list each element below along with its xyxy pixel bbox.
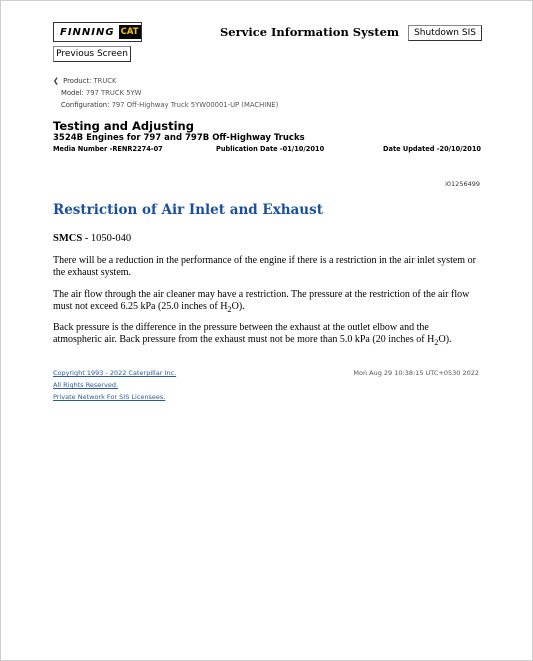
- product-label: Product:: [63, 77, 92, 85]
- paragraph-2-end: O).: [231, 300, 245, 312]
- model-value: 797 TRUCK 5YW: [85, 89, 142, 97]
- copyright-link[interactable]: Copyright 1993 - 2022 Caterpillar Inc.: [53, 369, 177, 377]
- subscript-2: 2: [434, 337, 439, 347]
- media-number: Media Number -RENR2274-07: [53, 145, 163, 153]
- shutdown-sis-button[interactable]: Shutdown SIS: [408, 25, 482, 41]
- subscript-2: 2: [227, 304, 232, 314]
- breadcrumb-model: [53, 87, 278, 99]
- document-type: Testing and Adjusting: [53, 119, 194, 133]
- document-id: i01256499: [445, 180, 480, 188]
- network-link[interactable]: Private Network For SIS Licensees.: [53, 393, 166, 401]
- document-meta: [53, 145, 481, 155]
- finning-cat-logo: [53, 22, 142, 42]
- back-arrow-icon[interactable]: ❮: [53, 77, 59, 85]
- product-value: TRUCK: [93, 77, 117, 85]
- article-title: Restriction of Air Inlet and Exhaust: [53, 202, 323, 218]
- breadcrumb-product[interactable]: [53, 75, 278, 87]
- breadcrumb: [53, 75, 278, 111]
- document-heading: [53, 119, 305, 144]
- breadcrumb-configuration: [53, 99, 278, 111]
- rights-link[interactable]: All Rights Reserved.: [53, 381, 119, 389]
- date-updated: Date Updated -20/10/2010: [383, 145, 481, 153]
- cat-logo-badge: CAT: [120, 27, 139, 37]
- paragraph-3: [53, 322, 478, 348]
- header: [53, 22, 483, 44]
- smcs-label: SMCS: [53, 233, 83, 244]
- previous-screen-button[interactable]: Previous Screen: [53, 46, 131, 62]
- paragraph-2-text: The air flow through the air cleaner may have a restriction. The pressure at the restriction of the air flow must not exceed 6.25 kPa (25.0 inches of H: [53, 289, 470, 312]
- footer: [53, 367, 479, 403]
- paragraph-3-text: Back pressure is the difference in the pressure between the exhaust at the outlet elbow and the atmospheric air. Back pressure from the exhaust must not be more than 5.0 kPa (20 inches of H: [53, 322, 435, 345]
- document-subtitle: 3524B Engines for 797 and 797B Off-Highway Trucks: [53, 133, 305, 143]
- paragraph-3-end: O).: [438, 333, 452, 345]
- logo-word: FINNING: [60, 26, 115, 38]
- configuration-label: Configuration:: [61, 101, 110, 109]
- footer-timestamp: Mon Aug 29 10:38:15 UTC+0530 2022: [353, 369, 479, 377]
- paragraph-1: There will be a reduction in the performance of the engine if there is a restriction in the air inlet system or the exhaust system.: [53, 255, 476, 278]
- model-label: Model:: [61, 89, 84, 97]
- configuration-value: 797 Off-Highway Truck 5YW00001-UP (MACHINE): [111, 101, 279, 109]
- smcs-value: - 1050-040: [82, 233, 132, 244]
- publication-date: Publication Date -01/10/2010: [216, 145, 325, 153]
- smcs-code: [53, 233, 131, 244]
- app-title: Service Information System: [220, 25, 400, 39]
- paragraph-2: [53, 289, 478, 315]
